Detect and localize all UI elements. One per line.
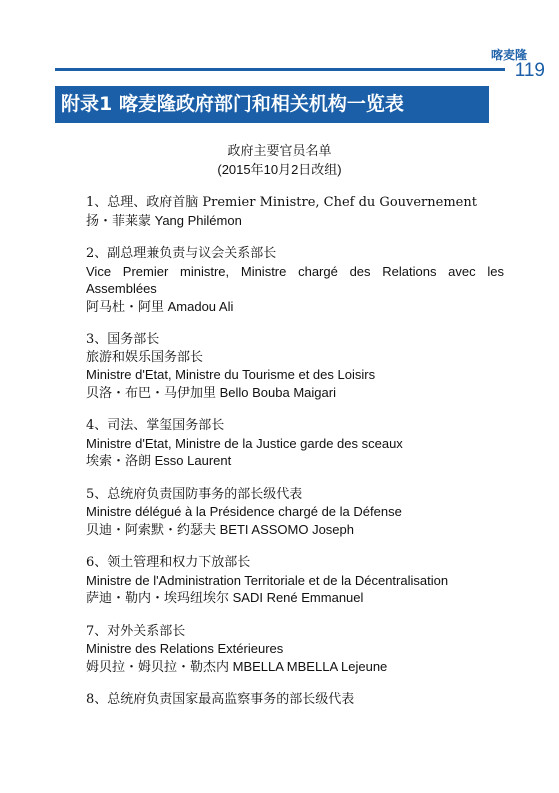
official-name: 阿马杜・阿里 Amadou Ali	[86, 298, 234, 314]
list-item	[86, 486, 504, 539]
entry-heading: 7、对外关系部长	[86, 623, 186, 639]
official-name: 贝迪・阿索默・约瑟夫 BETI ASSOMO Joseph	[86, 521, 354, 537]
list-item	[86, 554, 504, 607]
entry-heading: 6、领土管理和权力下放部长	[86, 555, 251, 570]
entry-heading: 4、司法、掌玺国务部长	[86, 418, 225, 433]
page-number: 119	[514, 60, 545, 81]
list-date: (2015年10月2日改组)	[217, 162, 342, 177]
entry-heading: 3、国务部长	[86, 332, 160, 347]
official-name: 埃索・洛朗 Esso Laurent	[86, 453, 232, 468]
list-item	[86, 331, 504, 401]
entry-heading: 1、总理、政府首脑 Premier Ministre, Chef du Gouvernement	[86, 195, 477, 210]
list-item	[86, 245, 504, 315]
title-chinese: 旅游和娱乐国务部长	[86, 349, 204, 365]
official-name: 扬・菲莱蒙 Yang Philémon	[86, 212, 242, 228]
official-name: 萨迪・勒内・埃玛纽埃尔 SADI René Emmanuel	[86, 590, 364, 605]
list-item	[86, 623, 504, 676]
title-french: Ministre d'Etat, Ministre du Tourisme et des Loisirs	[86, 367, 376, 382]
title-french: Ministre d'Etat, Ministre de la Justice garde des sceaux	[86, 435, 403, 451]
entry-heading: 2、副总理兼负责与议会关系部长	[86, 246, 277, 261]
appendix-title-banner: 附录1 喀麦隆政府部门和相关机构一览表	[55, 86, 489, 123]
officials-list	[86, 194, 504, 725]
title-french: Ministre de l'Administration Territoriale et de la Décentralisation	[86, 572, 449, 588]
title-french: Ministre délégué à la Présidence chargé de la Défense	[86, 504, 402, 519]
official-name: 姆贝拉・姆贝拉・勒杰内 MBELLA MBELLA Lejeune	[86, 658, 388, 674]
list-item	[86, 194, 504, 229]
header-rule	[55, 68, 505, 71]
list-item	[86, 691, 504, 709]
list-item	[86, 417, 504, 470]
list-title: 政府主要官员名单	[227, 144, 332, 159]
official-name: 贝洛・布巴・马伊加里 Bello Bouba Maigari	[86, 384, 336, 400]
running-head: 喀麦隆	[490, 48, 527, 62]
title-french: Vice Premier ministre, Ministre chargé des Relations avec les Assemblées	[86, 263, 504, 296]
entry-heading: 8、总统府负责国家最高监察事务的部长级代表	[86, 692, 355, 707]
title-french: Ministre des Relations Extérieures	[86, 641, 284, 656]
entry-heading: 5、总统府负责国防事务的部长级代表	[86, 486, 303, 502]
